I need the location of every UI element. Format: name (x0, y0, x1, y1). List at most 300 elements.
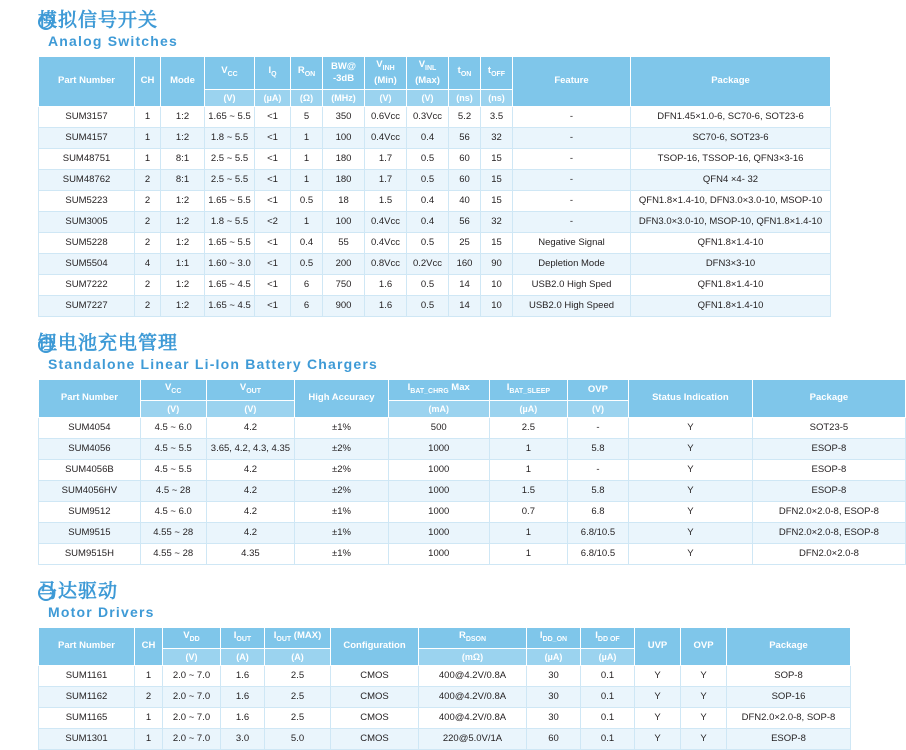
cell-vcc: 1.65 ~ 5.5 (205, 106, 255, 127)
col-ch: CH (135, 627, 163, 665)
table-row (39, 253, 831, 274)
section-title-en: Motor Drivers (48, 603, 155, 620)
cell-package: ESOP-8 (727, 728, 851, 749)
cell-vout: 4.2 (206, 459, 295, 480)
cell-package: QFN4 ×4- 32 (631, 169, 831, 190)
cell-part-number: SUM4056 (39, 438, 141, 459)
cell-package: DFN2.0×2.0-8, SOP-8 (727, 707, 851, 728)
cell-mode: 1:2 (161, 295, 205, 316)
cell-rdson: 400@4.2V/0.8A (419, 707, 527, 728)
col-vcc: $V_{CC}$ (205, 57, 255, 90)
unit-bw: (MHz) (323, 89, 365, 106)
cell-part-number: SUM7227 (39, 295, 135, 316)
cell-bw: 750 (323, 274, 365, 295)
cell-status-indication: Y (628, 459, 752, 480)
cell-vinh: 1.5 (365, 190, 407, 211)
cell-bw: 350 (323, 106, 365, 127)
cell-idd-off: 0.1 (581, 686, 635, 707)
cell-package: DFN2.0×2.0-8 (752, 543, 905, 564)
cell-status-indication: Y (628, 417, 752, 438)
col-vout: $V_{OUT}$ (206, 379, 295, 400)
cell-ibat-sleep: 1 (489, 543, 567, 564)
unit-iout-max: (A) (265, 648, 331, 665)
cell-vinl: 0.4 (407, 211, 449, 232)
header-row-labels (39, 57, 831, 90)
cell-vinl: 0.5 (407, 169, 449, 190)
cell-idd-on: 30 (527, 707, 581, 728)
cell-idd-off: 0.1 (581, 707, 635, 728)
col-ch: CH (135, 57, 161, 107)
cell-vcc: 4.5 ~ 5.5 (140, 459, 206, 480)
cell-part-number: SUM1301 (39, 728, 135, 749)
cell-bw: 180 (323, 148, 365, 169)
cell-ibat-chrg: 1000 (388, 438, 489, 459)
cell-part-number: SUM48751 (39, 148, 135, 169)
cell-ch: 2 (135, 190, 161, 211)
col-rdson: $R_{DSON}$ (419, 627, 527, 648)
col-part-number: Part Number (39, 379, 141, 417)
cell-iout-max: 2.5 (265, 665, 331, 686)
cell-vout: 3.65, 4.2, 4.3, 4.35 (206, 438, 295, 459)
cell-ibat-chrg: 1000 (388, 480, 489, 501)
cell-vcc: 1.8 ~ 5.5 (205, 127, 255, 148)
cell-rdson: 400@4.2V/0.8A (419, 665, 527, 686)
col-ibat-sleep: $I_{BAT\_SLEEP}$ (489, 379, 567, 400)
cell-iq: <1 (255, 190, 291, 211)
cell-vout: 4.2 (206, 522, 295, 543)
cell-status-indication: Y (628, 438, 752, 459)
cell-status-indication: Y (628, 480, 752, 501)
cell-toff: 32 (481, 211, 513, 232)
cell-feature: - (513, 148, 631, 169)
cell-uvp: Y (635, 707, 681, 728)
col-ton: $t_{ON}$ (449, 57, 481, 90)
cell-vdd: 2.0 ~ 7.0 (163, 728, 221, 749)
col-status-indication: Status Indication (628, 379, 752, 417)
table-row (39, 417, 906, 438)
cell-iq: <1 (255, 169, 291, 190)
cell-ron: 1 (291, 211, 323, 232)
col-configuration: Configuration (331, 627, 419, 665)
cell-uvp: Y (635, 728, 681, 749)
section-heading (38, 10, 906, 50)
cell-package: TSOP-16, TSSOP-16, QFN3×3-16 (631, 148, 831, 169)
cell-vinh: 0.4Vcc (365, 232, 407, 253)
cell-part-number: SUM5228 (39, 232, 135, 253)
cell-vout: 4.2 (206, 480, 295, 501)
cell-iq: <2 (255, 211, 291, 232)
cell-vinh: 0.4Vcc (365, 127, 407, 148)
header-row-labels (39, 627, 851, 648)
cell-feature: Negative Signal (513, 232, 631, 253)
cell-ton: 5.2 (449, 106, 481, 127)
cell-package: ESOP-8 (752, 438, 905, 459)
cell-status-indication: Y (628, 522, 752, 543)
col-bw: BW@ -3dB (323, 57, 365, 90)
cell-toff: 90 (481, 253, 513, 274)
cell-package: QFN1.8×1.4-10 (631, 295, 831, 316)
cell-ton: 14 (449, 274, 481, 295)
cell-vout: 4.35 (206, 543, 295, 564)
cell-feature: - (513, 190, 631, 211)
cell-ch: 1 (135, 665, 163, 686)
cell-mode: 1:2 (161, 127, 205, 148)
cell-part-number: SUM4056HV (39, 480, 141, 501)
cell-ibat-chrg: 1000 (388, 459, 489, 480)
table-body (39, 665, 851, 749)
table-row (39, 686, 851, 707)
table-row (39, 543, 906, 564)
cell-vinl: 0.3Vcc (407, 106, 449, 127)
col-package: Package (631, 57, 831, 107)
cell-configuration: CMOS (331, 686, 419, 707)
cell-high-accuracy: ±2% (295, 480, 388, 501)
cell-iq: <1 (255, 232, 291, 253)
cell-feature: - (513, 127, 631, 148)
cell-ibat-sleep: 2.5 (489, 417, 567, 438)
cell-package: SOT23-5 (752, 417, 905, 438)
cell-vcc: 1.65 ~ 4.5 (205, 274, 255, 295)
cell-vdd: 2.0 ~ 7.0 (163, 686, 221, 707)
cell-vcc: 1.8 ~ 5.5 (205, 211, 255, 232)
cell-package: SOP-16 (727, 686, 851, 707)
cell-ton: 14 (449, 295, 481, 316)
cell-part-number: SUM9515H (39, 543, 141, 564)
cell-package: DFN1.45×1.0-6, SC70-6, SOT23-6 (631, 106, 831, 127)
unit-vout: (V) (206, 400, 295, 417)
cell-package: ESOP-8 (752, 459, 905, 480)
cell-high-accuracy: ±2% (295, 459, 388, 480)
cell-vinl: 0.2Vcc (407, 253, 449, 274)
cell-ibat-sleep: 1.5 (489, 480, 567, 501)
col-ovp: OVP (681, 627, 727, 665)
table-body (39, 417, 906, 564)
unit-ton: (ns) (449, 89, 481, 106)
unit-vinl: (V) (407, 89, 449, 106)
cell-idd-on: 60 (527, 728, 581, 749)
cell-ch: 4 (135, 253, 161, 274)
cell-feature: Depletion Mode (513, 253, 631, 274)
cell-iout-max: 2.5 (265, 686, 331, 707)
cell-ron: 0.4 (291, 232, 323, 253)
header-row-labels (39, 379, 906, 400)
table-row (39, 480, 906, 501)
cell-high-accuracy: ±1% (295, 522, 388, 543)
cell-iout: 1.6 (221, 665, 265, 686)
section-heading (38, 581, 906, 621)
cell-iq: <1 (255, 148, 291, 169)
unit-rdson: (mΩ) (419, 648, 527, 665)
cell-package: DFN2.0×2.0-8, ESOP-8 (752, 522, 905, 543)
cell-ch: 1 (135, 728, 163, 749)
table-motor-drivers (38, 627, 851, 750)
cell-ton: 60 (449, 148, 481, 169)
cell-feature: - (513, 211, 631, 232)
cell-bw: 100 (323, 127, 365, 148)
cell-ron: 0.5 (291, 253, 323, 274)
section-analog-switches (0, 0, 906, 317)
unit-iout: (A) (221, 648, 265, 665)
cell-ron: 1 (291, 148, 323, 169)
cell-ton: 60 (449, 169, 481, 190)
cell-ch: 1 (135, 148, 161, 169)
cell-mode: 1:2 (161, 106, 205, 127)
cell-status-indication: Y (628, 543, 752, 564)
cell-bw: 100 (323, 211, 365, 232)
cell-vcc: 2.5 ~ 5.5 (205, 148, 255, 169)
cell-ovp: - (568, 417, 629, 438)
cell-toff: 10 (481, 295, 513, 316)
col-mode: Mode (161, 57, 205, 107)
section-title-en: Analog Switches (48, 33, 179, 49)
table-row (39, 522, 906, 543)
cell-part-number: SUM5504 (39, 253, 135, 274)
cell-bw: 900 (323, 295, 365, 316)
table-row (39, 274, 831, 295)
cell-idd-off: 0.1 (581, 665, 635, 686)
cell-ron: 0.5 (291, 190, 323, 211)
cell-configuration: CMOS (331, 707, 419, 728)
cell-part-number: SUM3157 (39, 106, 135, 127)
cell-ovp: 6.8/10.5 (568, 522, 629, 543)
cell-vcc: 4.5 ~ 6.0 (140, 501, 206, 522)
section-title-cn: 马达驱动 (38, 580, 119, 602)
cell-ibat-sleep: 1 (489, 459, 567, 480)
cell-ron: 5 (291, 106, 323, 127)
cell-vinh: 1.7 (365, 169, 407, 190)
cell-vcc: 4.5 ~ 6.0 (140, 417, 206, 438)
cell-vcc: 4.55 ~ 28 (140, 522, 206, 543)
col-idd-on: $I_{DD\_ON}$ (527, 627, 581, 648)
table-row (39, 707, 851, 728)
cell-ovp: 5.8 (568, 438, 629, 459)
cell-toff: 15 (481, 148, 513, 169)
table-row (39, 728, 851, 749)
cell-ron: 1 (291, 169, 323, 190)
cell-package: SOP-8 (727, 665, 851, 686)
unit-vcc: (V) (140, 400, 206, 417)
cell-part-number: SUM1162 (39, 686, 135, 707)
cell-high-accuracy: ±2% (295, 438, 388, 459)
cell-iq: <1 (255, 253, 291, 274)
cell-ibat-chrg: 500 (388, 417, 489, 438)
cell-iq: <1 (255, 106, 291, 127)
unit-idd-off: (µA) (581, 648, 635, 665)
table-row (39, 459, 906, 480)
cell-ibat-chrg: 1000 (388, 543, 489, 564)
cell-package: ESOP-8 (752, 480, 905, 501)
cell-ton: 56 (449, 211, 481, 232)
cell-package: QFN1.8×1.4-10 (631, 274, 831, 295)
cell-vinh: 1.6 (365, 295, 407, 316)
cell-vinl: 0.5 (407, 232, 449, 253)
col-ron: $R_{ON}$ (291, 57, 323, 90)
cell-ch: 2 (135, 686, 163, 707)
table-analog-switches (38, 56, 831, 317)
cell-package: SC70-6, SOT23-6 (631, 127, 831, 148)
col-iq: $I_Q$ (255, 57, 291, 90)
unit-vinh: (V) (365, 89, 407, 106)
cell-vinh: 0.8Vcc (365, 253, 407, 274)
cell-ovp: Y (681, 665, 727, 686)
cell-vcc: 2.5 ~ 5.5 (205, 169, 255, 190)
cell-ibat-sleep: 1 (489, 522, 567, 543)
cell-vinl: 0.4 (407, 127, 449, 148)
cell-vinh: 1.7 (365, 148, 407, 169)
col-ovp: OVP (568, 379, 629, 400)
cell-ch: 2 (135, 211, 161, 232)
cell-iout: 1.6 (221, 686, 265, 707)
cell-mode: 1:1 (161, 253, 205, 274)
cell-configuration: CMOS (331, 665, 419, 686)
cell-iq: <1 (255, 295, 291, 316)
cell-ovp: 6.8 (568, 501, 629, 522)
cell-ch: 2 (135, 232, 161, 253)
cell-part-number: SUM9512 (39, 501, 141, 522)
cell-iout-max: 2.5 (265, 707, 331, 728)
col-high-accuracy: High Accuracy (295, 379, 388, 417)
table-row (39, 169, 831, 190)
cell-toff: 3.5 (481, 106, 513, 127)
cell-toff: 15 (481, 169, 513, 190)
col-iout: $I_{OUT}$ (221, 627, 265, 648)
cell-mode: 8:1 (161, 169, 205, 190)
table-row (39, 232, 831, 253)
cell-part-number: SUM4157 (39, 127, 135, 148)
cell-configuration: CMOS (331, 728, 419, 749)
col-package: Package (752, 379, 905, 417)
section-title-cn: 锂电池充电管理 (38, 332, 179, 354)
col-package: Package (727, 627, 851, 665)
cell-mode: 1:2 (161, 274, 205, 295)
cell-ch: 2 (135, 274, 161, 295)
table-row (39, 438, 906, 459)
cell-part-number: SUM1165 (39, 707, 135, 728)
cell-feature: - (513, 169, 631, 190)
cell-mode: 1:2 (161, 211, 205, 232)
unit-ron: (Ω) (291, 89, 323, 106)
cell-vout: 4.2 (206, 501, 295, 522)
table-row (39, 665, 851, 686)
cell-ron: 6 (291, 295, 323, 316)
cell-iout: 1.6 (221, 707, 265, 728)
col-vinl: $V_{INL}$ (Max) (407, 57, 449, 90)
col-uvp: UVP (635, 627, 681, 665)
table-row (39, 295, 831, 316)
cell-vdd: 2.0 ~ 7.0 (163, 707, 221, 728)
col-feature: Feature (513, 57, 631, 107)
cell-vinh: 0.6Vcc (365, 106, 407, 127)
table-header (39, 627, 851, 665)
table-row (39, 127, 831, 148)
col-part-number: Part Number (39, 57, 135, 107)
col-ibat-chrg: $I_{BAT\_CHRG}$ Max (388, 379, 489, 400)
unit-idd-on: (µA) (527, 648, 581, 665)
cell-iout: 3.0 (221, 728, 265, 749)
col-vcc: $V_{CC}$ (140, 379, 206, 400)
cell-ibat-sleep: 0.7 (489, 501, 567, 522)
unit-ibat-sleep: (µA) (489, 400, 567, 417)
cell-ibat-chrg: 1000 (388, 501, 489, 522)
unit-toff: (ns) (481, 89, 513, 106)
cell-vcc: 4.5 ~ 28 (140, 480, 206, 501)
cell-vinl: 0.5 (407, 274, 449, 295)
table-header (39, 379, 906, 417)
cell-ch: 1 (135, 106, 161, 127)
cell-ch: 1 (135, 127, 161, 148)
cell-high-accuracy: ±1% (295, 501, 388, 522)
section-title-en: Standalone Linear Li-Ion Battery Chargers (48, 355, 379, 372)
table-row (39, 190, 831, 211)
cell-mode: 1:2 (161, 190, 205, 211)
table-row (39, 148, 831, 169)
cell-high-accuracy: ±1% (295, 543, 388, 564)
cell-uvp: Y (635, 686, 681, 707)
cell-mode: 8:1 (161, 148, 205, 169)
unit-ibat-chrg: (mA) (388, 400, 489, 417)
cell-ibat-chrg: 1000 (388, 522, 489, 543)
cell-package: QFN1.8×1.4-10, DFN3.0×3.0-10, MSOP-10 (631, 190, 831, 211)
cell-part-number: SUM4054 (39, 417, 141, 438)
table-header (39, 57, 831, 107)
col-vdd: $V_{DD}$ (163, 627, 221, 648)
cell-ch: 2 (135, 169, 161, 190)
cell-iout-max: 5.0 (265, 728, 331, 749)
cell-vinh: 0.4Vcc (365, 211, 407, 232)
cell-iq: <1 (255, 274, 291, 295)
cell-bw: 180 (323, 169, 365, 190)
cell-idd-off: 0.1 (581, 728, 635, 749)
section-motor-drivers (0, 565, 906, 750)
unit-vcc: (V) (205, 89, 255, 106)
section-heading (38, 333, 906, 373)
cell-ton: 160 (449, 253, 481, 274)
cell-ovp: - (568, 459, 629, 480)
cell-part-number: SUM3005 (39, 211, 135, 232)
col-part-number: Part Number (39, 627, 135, 665)
cell-package: DFN3×3-10 (631, 253, 831, 274)
cell-ovp: Y (681, 707, 727, 728)
cell-bw: 55 (323, 232, 365, 253)
cell-part-number: SUM9515 (39, 522, 141, 543)
cell-mode: 1:2 (161, 232, 205, 253)
cell-uvp: Y (635, 665, 681, 686)
cell-ron: 1 (291, 127, 323, 148)
section-battery-chargers (0, 317, 906, 565)
cell-part-number: SUM7222 (39, 274, 135, 295)
unit-vdd: (V) (163, 648, 221, 665)
cell-ovp: Y (681, 728, 727, 749)
cell-ovp: 6.8/10.5 (568, 543, 629, 564)
cell-vinl: 0.5 (407, 148, 449, 169)
cell-idd-on: 30 (527, 665, 581, 686)
cell-vcc: 1.65 ~ 5.5 (205, 232, 255, 253)
cell-part-number: SUM4056B (39, 459, 141, 480)
cell-package: DFN3.0×3.0-10, MSOP-10, QFN1.8×1.4-10 (631, 211, 831, 232)
cell-feature: USB2.0 High Speed (513, 295, 631, 316)
cell-ton: 25 (449, 232, 481, 253)
cell-vdd: 2.0 ~ 7.0 (163, 665, 221, 686)
cell-part-number: SUM1161 (39, 665, 135, 686)
cell-high-accuracy: ±1% (295, 417, 388, 438)
table-battery-chargers (38, 379, 906, 565)
cell-toff: 10 (481, 274, 513, 295)
cell-feature: USB2.0 High Sped (513, 274, 631, 295)
cell-ton: 56 (449, 127, 481, 148)
cell-ton: 40 (449, 190, 481, 211)
bullet-icon (38, 337, 54, 353)
table-row (39, 501, 906, 522)
